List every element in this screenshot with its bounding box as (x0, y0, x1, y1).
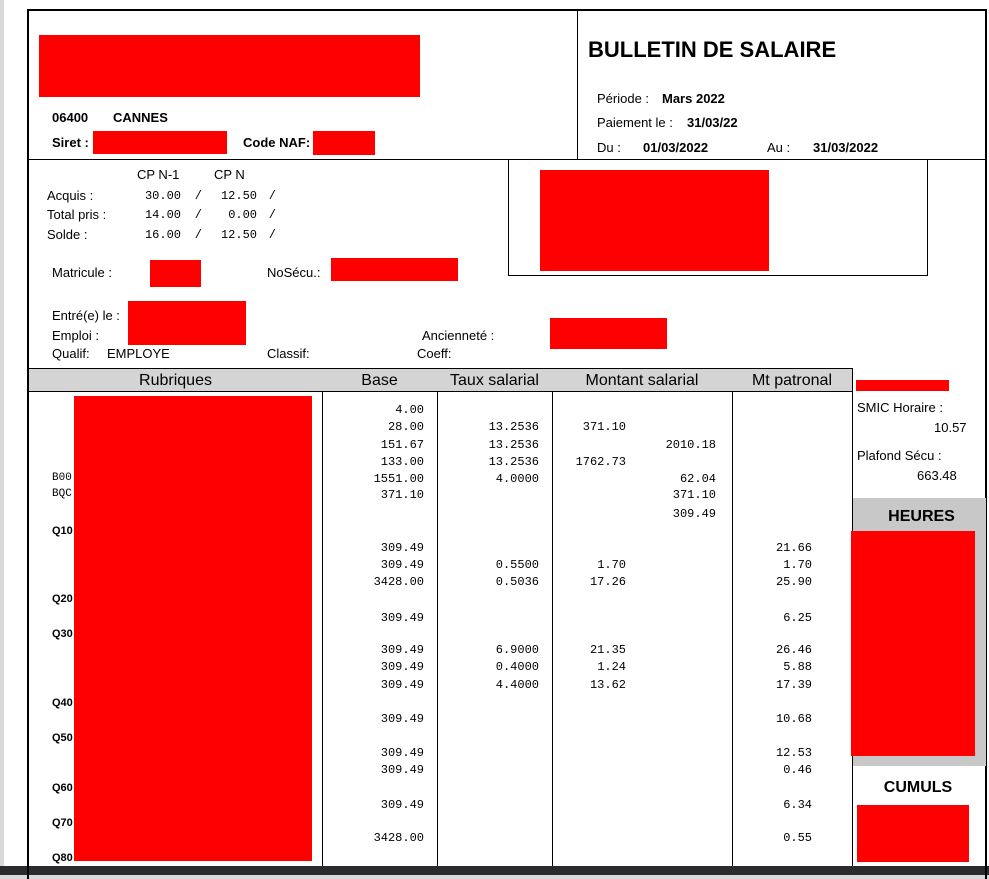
cell-taux: 4.4000 (495, 678, 539, 692)
cumuls-title: CUMULS (883, 779, 953, 796)
cell-base: 28.00 (387, 420, 424, 434)
col-header-rubriques: Rubriques (28, 368, 323, 392)
cp-n1-value: 30.00 (144, 189, 181, 203)
smic-label: SMIC Horaire : (857, 400, 943, 415)
cp-n-value: 0.00 (228, 208, 257, 222)
cp-separator: / (194, 228, 202, 242)
cp-row-label: Solde : (47, 227, 88, 242)
classif-label: Classif: (267, 346, 310, 361)
coeff-label: Coeff: (417, 346, 452, 361)
rubric-code: Q20 (52, 593, 73, 605)
redacted-employee-address (540, 170, 769, 271)
redacted-heures (851, 531, 975, 756)
redacted-matricule (150, 260, 201, 287)
entree-label: Entré(e) le : (52, 308, 120, 323)
periode-value: Mars 2022 (662, 91, 725, 106)
cell-patronal: 6.25 (783, 611, 812, 625)
rubric-code: Q10 (52, 525, 73, 537)
rubric-code: BQC (52, 488, 72, 500)
col-header-patronal: Mt patronal (732, 368, 853, 392)
cp-n-value: 12.50 (220, 228, 257, 242)
cp-separator: / (268, 228, 276, 242)
smic-value: 10.57 (934, 420, 967, 435)
cell-gain: 2010.18 (665, 438, 716, 452)
cell-patronal: 17.39 (775, 678, 812, 692)
redacted-naf (313, 131, 375, 155)
redacted-rubric-labels (74, 396, 312, 861)
cp-n1-value: 14.00 (144, 208, 181, 222)
rubric-code: Q70 (52, 817, 73, 829)
paiement-value: 31/03/22 (687, 115, 738, 130)
rubric-code: Q80 (52, 852, 73, 864)
redacted-entree-emploi (128, 301, 246, 345)
plafond-label: Plafond Sécu : (857, 448, 942, 463)
rubric-code: Q60 (52, 782, 73, 794)
nosecu-label: NoSécu.: (267, 265, 321, 280)
cell-patronal: 0.46 (783, 763, 812, 777)
cell-patronal: 25.90 (775, 575, 812, 589)
rubric-code: Q50 (52, 732, 73, 744)
cell-base: 133.00 (380, 455, 424, 469)
cell-patronal: 10.68 (775, 712, 812, 726)
cell-base: 309.49 (380, 611, 424, 625)
col-divider (437, 392, 438, 866)
cell-base: 309.49 (380, 541, 424, 555)
cell-taux: 13.2536 (488, 455, 539, 469)
plafond-value: 663.48 (917, 468, 957, 483)
cp-separator: / (194, 189, 202, 203)
cell-patronal: 26.46 (775, 643, 812, 657)
cell-base: 4.00 (395, 403, 424, 417)
redacted-nosecu (331, 258, 458, 281)
cell-taux: 13.2536 (488, 420, 539, 434)
cell-montant: 371.10 (582, 420, 626, 434)
cell-base: 309.49 (380, 558, 424, 572)
siret-label: Siret : (52, 135, 89, 150)
cell-taux: 0.5036 (495, 575, 539, 589)
cell-montant: 17.26 (589, 575, 626, 589)
cell-gain: 371.10 (672, 488, 716, 502)
matricule-label: Matricule : (52, 265, 112, 280)
cp-n1-value: 16.00 (144, 228, 181, 242)
cp-n-header: CP N (214, 167, 245, 182)
cell-base: 1551.00 (373, 472, 424, 486)
du-value: 01/03/2022 (643, 140, 709, 155)
qualif-label: Qualif: (52, 346, 90, 361)
col-divider (322, 392, 323, 866)
cell-base: 309.49 (380, 746, 424, 760)
rubric-code: Q40 (52, 697, 73, 709)
col-header-taux: Taux salarial (437, 368, 553, 392)
rubric-code: Q30 (52, 628, 73, 640)
cell-montant: 1.24 (597, 660, 626, 674)
cp-separator: / (194, 208, 202, 222)
cell-base: 309.49 (380, 678, 424, 692)
cell-patronal: 21.66 (775, 541, 812, 555)
au-label: Au : (767, 140, 791, 155)
redacted-company-name (39, 35, 420, 97)
header-divider (577, 10, 578, 159)
cell-montant: 1762.73 (575, 455, 626, 469)
redacted-side-header (856, 380, 949, 391)
cp-separator: / (268, 208, 276, 222)
col-divider (732, 392, 733, 866)
cell-base: 309.49 (380, 763, 424, 777)
du-label: Du : (597, 140, 621, 155)
paiement-label: Paiement le : (597, 115, 673, 130)
redacted-cumuls (857, 805, 969, 862)
anciennete-label: Ancienneté : (422, 328, 495, 343)
cell-montant: 1.70 (597, 558, 626, 572)
cell-patronal: 12.53 (775, 746, 812, 760)
cell-gain: 309.49 (672, 507, 716, 521)
cp-separator: / (268, 189, 276, 203)
cell-taux: 13.2536 (488, 438, 539, 452)
cell-base: 309.49 (380, 643, 424, 657)
col-header-base: Base (322, 368, 438, 392)
cell-base: 309.49 (380, 660, 424, 674)
cell-base: 309.49 (380, 798, 424, 812)
emploi-label: Emploi : (52, 328, 99, 343)
cell-base: 151.67 (380, 438, 424, 452)
cp-row-label: Acquis : (47, 188, 94, 203)
company-postcode: 06400 (52, 110, 89, 125)
cell-base: 309.49 (380, 712, 424, 726)
cell-taux: 6.9000 (495, 643, 539, 657)
qualif-value: EMPLOYE (107, 346, 170, 361)
payslip-title: BULLETIN DE SALAIRE (588, 37, 837, 62)
cell-patronal: 1.70 (783, 558, 812, 572)
cp-row-label: Total pris : (47, 207, 107, 222)
cell-base: 3428.00 (373, 575, 424, 589)
cell-base: 371.10 (380, 488, 424, 502)
cell-patronal: 0.55 (783, 831, 812, 845)
cp-n1-header: CP N-1 (137, 167, 180, 182)
redacted-anciennete (550, 318, 667, 349)
cell-base: 3428.00 (373, 831, 424, 845)
col-header-montant: Montant salarial (552, 368, 733, 392)
cell-patronal: 6.34 (783, 798, 812, 812)
cell-taux: 4.0000 (495, 472, 539, 486)
cell-montant: 13.62 (589, 678, 626, 692)
redacted-siret (93, 131, 227, 154)
naf-label: Code NAF: (243, 135, 311, 150)
rubric-code: B00 (52, 472, 72, 484)
cell-patronal: 5.88 (783, 660, 812, 674)
periode-label: Période : (597, 91, 650, 106)
heures-title: HEURES (888, 508, 955, 525)
cell-taux: 0.4000 (495, 660, 539, 674)
au-value: 31/03/2022 (813, 140, 879, 155)
cell-taux: 0.5500 (495, 558, 539, 572)
cp-n-value: 12.50 (220, 189, 257, 203)
cell-montant: 21.35 (589, 643, 626, 657)
company-city: CANNES (113, 110, 168, 125)
cell-gain: 62.04 (679, 472, 716, 486)
